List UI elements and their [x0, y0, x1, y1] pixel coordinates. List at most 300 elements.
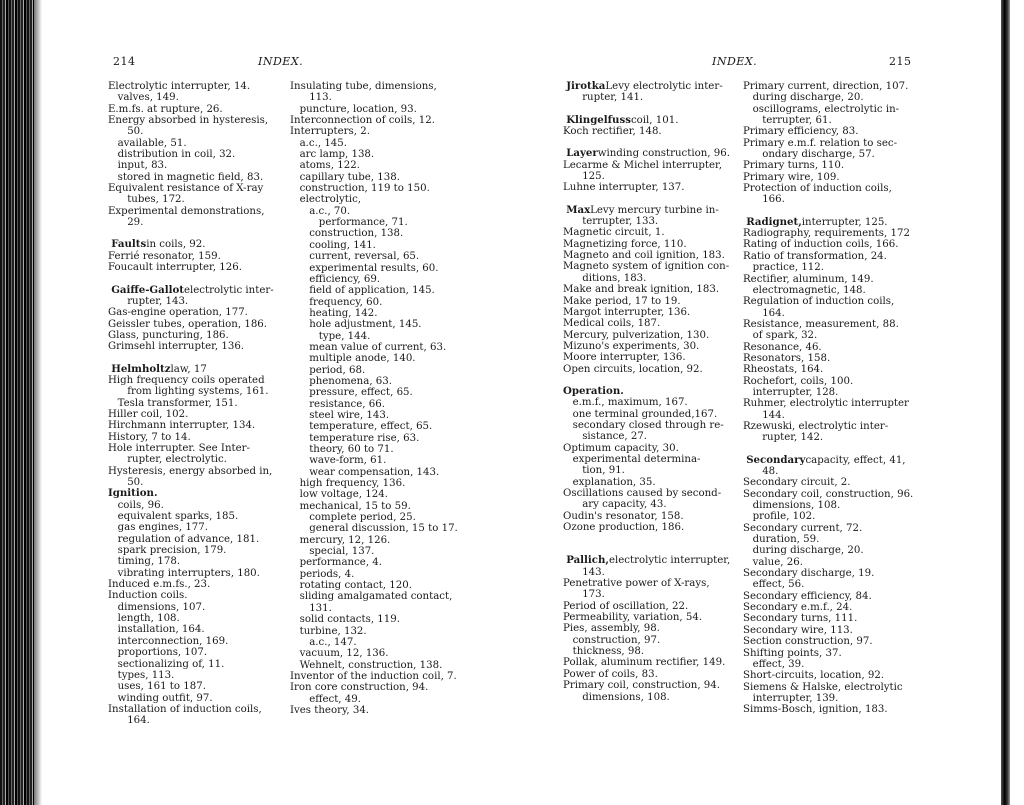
index-entry	[290, 523, 458, 534]
index-entry	[290, 478, 458, 489]
index-entry	[563, 488, 730, 499]
index-entry-text: wear compensation, 143.	[309, 466, 440, 478]
index-entry-text: available, 51.	[117, 137, 187, 149]
index-entry-text: Hysteresis, energy absorbed in,	[108, 465, 273, 477]
index-entry	[743, 398, 913, 409]
index-entry-text: a.c., 70.	[309, 205, 351, 217]
index-entry-text: Levy mercury turbine in-	[590, 204, 719, 216]
index-entry-text: interrupter, 139.	[752, 692, 839, 704]
index-entry-text: Installation of induction coils,	[108, 703, 262, 715]
index-entry	[743, 330, 913, 341]
index-entry	[108, 409, 274, 420]
index-entry-text: capillary tube, 138.	[299, 171, 400, 183]
index-entry	[743, 228, 913, 239]
index-entry-text: Geissler tubes, operation, 186.	[108, 318, 268, 330]
index-entry	[743, 239, 913, 250]
index-entry-text: Interconnection of coils, 12.	[290, 115, 435, 127]
index-entry-text: Resonators, 158.	[743, 352, 831, 364]
index-entry-text: Primary turns, 110.	[743, 160, 845, 172]
index-entry	[743, 511, 913, 522]
index-entry	[108, 217, 274, 228]
index-entry-text: experimental results, 60.	[309, 262, 439, 274]
index-entry-text: Secondary wire, 113.	[743, 624, 853, 636]
index-entry	[563, 669, 730, 680]
index-entry-text: Luhne interrupter, 137.	[563, 182, 685, 194]
index-entry	[108, 183, 274, 194]
index-entry-text: vacuum, 12, 136.	[299, 648, 389, 660]
index-entry	[290, 660, 458, 671]
index-entry	[290, 138, 458, 149]
index-entry	[290, 342, 458, 353]
index-entry	[108, 556, 274, 567]
index-entry	[290, 410, 458, 421]
index-entry-text: 50.	[127, 477, 144, 488]
index-entry	[743, 693, 913, 704]
index-entry-text: Levy electrolytic inter-	[605, 81, 723, 92]
index-entry-text: wave-form, 61.	[309, 455, 387, 467]
index-letter-lead: Klingelfuss	[566, 113, 631, 126]
index-entry	[743, 704, 913, 715]
index-entry-text: High frequency coils operated	[108, 374, 265, 386]
index-entry-text: dimensions, 108.	[752, 500, 841, 512]
right-page-heading: INDEX.	[712, 55, 758, 68]
index-entry-text: hole adjustment, 145.	[309, 319, 422, 331]
index-entry	[563, 216, 730, 227]
index-entry	[563, 352, 730, 363]
index-entry	[108, 534, 274, 545]
index-entry-text: Make period, 17 to 19.	[563, 295, 681, 307]
index-entry-text: Lecarme & Michel interrupter,	[563, 159, 723, 171]
index-entry	[743, 274, 913, 285]
index-entry-text: ondary discharge, 57.	[762, 149, 875, 161]
index-entry-text: rupter, 141.	[582, 92, 644, 104]
index-entry-text: electrolytic,	[299, 194, 362, 206]
index-entry	[290, 353, 458, 364]
index-entry	[108, 522, 274, 533]
index-entry-text: one terminal grounded,167.	[572, 408, 718, 420]
index-entry	[290, 251, 458, 262]
index-entry	[563, 250, 730, 261]
index-entry-text: 164.	[762, 307, 785, 319]
index-entry	[108, 239, 274, 250]
index-entry	[743, 432, 913, 443]
index-entry	[108, 138, 274, 149]
index-entry-text: Insulating tube, dimensions,	[290, 81, 437, 92]
index-entry	[108, 693, 274, 704]
index-entry-text: Interrupters, 2.	[290, 126, 370, 138]
index-letter-lead: Operation.	[563, 384, 624, 397]
index-entry	[108, 432, 274, 443]
index-entry-text: periods, 4.	[299, 568, 355, 580]
index-letter-lead: Helmholtz	[111, 362, 171, 375]
index-entry-text: e.m.f., maximum, 167.	[572, 397, 688, 409]
index-entry-text: terrupter, 133.	[582, 216, 659, 228]
index-entry	[290, 206, 458, 217]
index-entry-text: stored in magnetic field, 83.	[117, 171, 264, 183]
index-entry-text: electrolytic interrupter,	[608, 555, 731, 567]
index-entry-text: ary capacity, 43.	[582, 499, 667, 511]
index-entry	[290, 126, 458, 137]
index-entry-text: Foucault interrupter, 126.	[108, 262, 242, 274]
index-entry	[743, 183, 913, 194]
index-entry	[108, 500, 274, 511]
index-entry	[290, 591, 458, 602]
index-entry	[563, 81, 730, 92]
index-entry-text: value, 26.	[752, 556, 803, 568]
index-entry-text: Protection of induction coils,	[743, 183, 892, 195]
index-entry-text: oscillograms, electrolytic in-	[752, 103, 900, 115]
index-entry	[563, 330, 730, 341]
index-entry-text: period, 68.	[309, 364, 366, 376]
index-entry-text: 131.	[309, 602, 332, 614]
index-entry-text: sliding amalgamated contact,	[299, 591, 453, 603]
index-entry-text: Secondary turns, 111.	[743, 613, 858, 625]
index-entry	[290, 694, 458, 705]
index-entry-text: of spark, 32.	[752, 330, 818, 342]
index-entry	[743, 659, 913, 670]
index-entry-text: sistance, 27.	[582, 431, 648, 443]
index-entry	[563, 239, 730, 250]
index-entry-text: electrolytic inter-	[183, 284, 274, 296]
index-entry	[290, 115, 458, 126]
index-entry-text: construction, 119 to 150.	[299, 183, 430, 195]
index-entry	[563, 567, 730, 578]
index-entry-text: duration, 59.	[752, 534, 820, 546]
index-entry-text: distribution in coil, 32.	[117, 149, 236, 161]
index-entry	[108, 670, 274, 681]
index-entry	[108, 647, 274, 658]
index-entry-text: special, 137.	[309, 546, 375, 558]
index-entry-text: 125.	[582, 171, 605, 183]
index-entry-text: capacity, effect, 41,	[805, 454, 906, 466]
index-entry	[563, 273, 730, 284]
index-entry-text: Equivalent resistance of X-ray	[108, 183, 264, 195]
index-entry	[563, 182, 730, 193]
index-entry-text: Regulation of induction coils,	[743, 296, 895, 308]
index-entry-text: law, 17	[170, 363, 207, 375]
index-entry-text: Medical coils, 187.	[563, 318, 661, 330]
index-entry-text: Ratio of transformation, 24.	[743, 250, 887, 262]
index-entry-text: sectionalizing of, 11.	[117, 658, 225, 670]
index-letter-lead: Max	[566, 203, 591, 216]
index-entry-text: History, 7 to 14.	[108, 431, 191, 443]
index-entry	[290, 240, 458, 251]
index-entry-text: equivalent sparks, 185.	[117, 511, 239, 523]
index-entry-text: Moore interrupter, 136.	[563, 352, 686, 364]
index-entry-text: interconnection, 169.	[117, 635, 229, 647]
index-entry-text: mechanical, 15 to 59.	[299, 500, 411, 512]
index-entry	[290, 92, 458, 103]
index-entry	[743, 410, 913, 421]
index-entry	[743, 342, 913, 353]
index-entry-text: Siemens & Halske, electrolytic	[743, 681, 903, 693]
index-entry-text: Short-circuits, location, 92.	[743, 670, 885, 682]
index-entry	[743, 591, 913, 602]
index-entry-text: Rating of induction coils, 166.	[743, 239, 899, 251]
index-entry	[108, 296, 274, 307]
index-entry	[743, 308, 913, 319]
index-entry	[108, 681, 274, 692]
index-entry	[563, 420, 730, 431]
index-entry	[108, 330, 274, 341]
index-entry	[743, 466, 913, 477]
index-entry-text: proportions, 107.	[117, 647, 208, 659]
index-entry	[563, 284, 730, 295]
index-entry-text: coil, 101.	[630, 114, 679, 126]
index-entry-text: high frequency, 136.	[299, 478, 406, 490]
index-entry-text: Rochefort, coils, 100.	[743, 375, 854, 387]
index-entry-text: 144.	[762, 409, 785, 421]
index-entry	[743, 568, 913, 579]
index-entry	[108, 92, 274, 103]
index-entry	[563, 589, 730, 600]
index-entry	[563, 692, 730, 703]
index-entry-text: Magneto and coil ignition, 183.	[563, 250, 725, 262]
index-entry-text: Primary coil, construction, 94.	[563, 680, 720, 692]
index-entry	[743, 477, 913, 488]
index-entry	[108, 602, 274, 613]
index-entry-text: gas engines, 177.	[117, 522, 209, 534]
index-entry-text: Primary wire, 109.	[743, 171, 840, 183]
index-entry-text: Hiller coil, 102.	[108, 408, 189, 420]
index-entry	[563, 601, 730, 612]
index-entry	[563, 160, 730, 171]
index-entry-text: puncture, location, 93.	[299, 103, 417, 115]
index-entry	[563, 477, 730, 488]
index-entry	[290, 455, 458, 466]
index-entry	[108, 636, 274, 647]
index-entry	[290, 331, 458, 342]
index-entry-text: rotating contact, 120.	[299, 580, 412, 592]
index-entry-text: frequency, 60.	[309, 296, 383, 308]
index-entry	[743, 194, 913, 205]
index-entry	[290, 626, 458, 637]
index-entry-text: current, reversal, 65.	[309, 251, 420, 263]
index-entry	[743, 104, 913, 115]
index-entry-text: Energy absorbed in hysteresis,	[108, 115, 269, 127]
index-entry	[108, 364, 274, 375]
index-entry	[743, 500, 913, 511]
index-entry-text: Secondary e.m.f., 24.	[743, 602, 853, 614]
index-entry-text: Secondary circuit, 2.	[743, 477, 851, 489]
index-entry-text: phenomena, 63.	[309, 375, 392, 387]
index-column-1	[108, 81, 274, 727]
index-entry	[290, 399, 458, 410]
index-entry	[290, 467, 458, 478]
index-entry-text: interrupter, 128.	[752, 386, 839, 398]
index-entry-text: Pies, assembly, 98.	[563, 623, 660, 635]
index-entry	[563, 612, 730, 623]
index-entry	[743, 364, 913, 375]
index-entry	[743, 387, 913, 398]
index-entry	[563, 126, 730, 137]
index-entry-text: Mercury, pulverization, 130.	[563, 329, 710, 341]
index-entry	[743, 557, 913, 568]
index-entry	[563, 635, 730, 646]
index-entry	[563, 680, 730, 691]
index-entry	[743, 296, 913, 307]
index-entry	[563, 227, 730, 238]
index-entry-text: complete period, 25.	[309, 512, 416, 524]
index-entry-text: Secondary current, 72.	[743, 522, 863, 534]
index-entry	[743, 251, 913, 262]
index-entry-text: Rzewuski, electrolytic inter-	[743, 420, 889, 432]
index-entry-text: timing, 178.	[117, 556, 181, 568]
index-entry-text: effect, 49.	[309, 693, 361, 705]
left-page-number: 214	[113, 55, 136, 68]
index-entry	[108, 590, 274, 601]
index-entry	[290, 81, 458, 92]
index-entry	[743, 149, 913, 160]
index-entry-text: Primary e.m.f. relation to sec-	[743, 137, 898, 149]
index-entry	[743, 115, 913, 126]
index-entry-text: theory, 60 to 71.	[309, 444, 394, 455]
index-entry	[290, 376, 458, 387]
index-entry	[290, 217, 458, 228]
index-entry-text: Oscillations caused by second-	[563, 488, 722, 499]
index-entry-text: terrupter, 61.	[762, 115, 832, 127]
index-letter-lead: Faults	[111, 238, 147, 251]
index-entry-text: rupter, 142.	[762, 432, 824, 444]
index-letter-lead: Layer	[566, 147, 598, 160]
index-entry-text: electromagnetic, 148.	[752, 284, 866, 296]
index-entry	[108, 160, 274, 171]
index-entry-text: Resonance, 46.	[743, 341, 822, 353]
index-entry	[108, 319, 274, 330]
index-entry	[563, 646, 730, 657]
index-entry-text: vibrating interrupters, 180.	[117, 567, 260, 579]
index-entry	[563, 522, 730, 533]
index-entry	[563, 364, 730, 375]
index-entry	[290, 637, 458, 648]
index-entry	[108, 613, 274, 624]
index-entry	[290, 228, 458, 239]
index-entry	[563, 443, 730, 454]
index-entry-text: Margot interrupter, 136.	[563, 306, 691, 318]
index-entry-text: Magnetizing force, 110.	[563, 238, 687, 250]
index-entry	[108, 624, 274, 635]
index-entry-text: Hole interrupter. See Inter-	[108, 442, 250, 454]
index-entry-text: temperature rise, 63.	[309, 432, 420, 444]
index-entry-text: Glass, puncturing, 186.	[108, 329, 229, 341]
index-entry-text: Primary current, direction, 107.	[743, 81, 909, 92]
index-entry-text: Pollak, aluminum rectifier, 149.	[563, 657, 726, 669]
index-entry	[108, 251, 274, 262]
index-entry	[563, 454, 730, 465]
index-entry-text: effect, 56.	[752, 579, 805, 591]
index-entry	[743, 579, 913, 590]
index-entry	[743, 92, 913, 103]
index-entry	[743, 353, 913, 364]
index-entry-text: Koch rectifier, 148.	[563, 126, 662, 138]
index-entry-text: during discharge, 20.	[752, 92, 864, 104]
index-entry	[290, 104, 458, 115]
index-entry-text: profile, 102.	[752, 511, 816, 523]
index-entry-text: 50.	[127, 126, 144, 138]
index-entry	[290, 671, 458, 682]
index-entry	[108, 307, 274, 318]
index-entry	[290, 705, 458, 716]
index-entry-text: practice, 112.	[752, 262, 825, 274]
index-entry	[290, 535, 458, 546]
index-entry	[290, 569, 458, 580]
index-entry	[108, 81, 274, 92]
index-letter-lead: Gaiffe-Gallot	[111, 283, 184, 296]
index-entry-text: general discussion, 15 to 17.	[309, 523, 458, 535]
index-entry-text: in coils, 92.	[146, 239, 206, 251]
index-entry-text: 29.	[127, 217, 144, 229]
index-entry	[290, 319, 458, 330]
index-entry	[290, 648, 458, 659]
index-entry-text: Make and break ignition, 183.	[563, 284, 720, 296]
index-entry-text: Ruhmer, electrolytic interrupter	[743, 398, 909, 410]
index-entry-text: Tesla transformer, 151.	[117, 397, 238, 409]
index-entry	[743, 534, 913, 545]
index-entry	[743, 376, 913, 387]
index-entry-text: during discharge, 20.	[752, 545, 864, 557]
book-spine-edge-left	[0, 0, 34, 805]
index-entry-text: Wehnelt, construction, 138.	[299, 659, 443, 671]
index-entry-text: Power of coils, 83.	[563, 668, 658, 680]
index-entry	[563, 318, 730, 329]
index-entry	[743, 160, 913, 171]
index-entry-text: a.c., 145.	[299, 137, 348, 149]
index-entry-text: atoms, 122.	[299, 160, 360, 172]
index-entry	[743, 217, 913, 228]
index-entry-text: construction, 97.	[572, 634, 661, 646]
index-entry-text: Grimsehl interrupter, 136.	[108, 341, 245, 353]
index-entry-text: Induced e.m.fs., 23.	[108, 579, 211, 591]
index-entry-text: arc lamp, 138.	[299, 149, 375, 161]
index-entry-text: Electrolytic interrupter, 14.	[108, 81, 251, 92]
index-entry	[290, 149, 458, 160]
index-entry-text: Magneto system of ignition con-	[563, 261, 730, 273]
index-entry	[743, 636, 913, 647]
index-entry	[743, 625, 913, 636]
index-entry	[108, 115, 274, 126]
index-entry	[108, 704, 274, 715]
index-entry	[563, 499, 730, 510]
index-entry-text: 166.	[762, 194, 785, 206]
index-letter-lead: Pallich,	[566, 554, 609, 567]
index-entry	[563, 431, 730, 442]
index-entry-text: tion, 91.	[582, 465, 625, 477]
index-entry-text: Inventor of the induction coil, 7.	[290, 670, 457, 682]
index-entry-text: 113.	[309, 92, 332, 104]
index-entry	[563, 261, 730, 272]
index-entry	[290, 580, 458, 591]
index-column-4	[743, 81, 913, 716]
index-entry-text: winding outfit, 97.	[117, 692, 213, 704]
index-entry-text: Experimental demonstrations,	[108, 205, 265, 217]
index-entry-text: E.m.fs. at rupture, 26.	[108, 103, 223, 115]
index-entry-text: interrupter, 125.	[801, 216, 888, 228]
index-entry-text: solid contacts, 119.	[299, 614, 400, 626]
index-entry-text: Section construction, 97.	[743, 636, 873, 648]
index-entry	[290, 387, 458, 398]
index-entry	[290, 263, 458, 274]
index-entry	[563, 205, 730, 216]
index-entry-text: Simms-Bosch, ignition, 183.	[743, 704, 888, 716]
index-entry	[108, 194, 274, 205]
index-entry-text: construction, 138.	[309, 228, 404, 240]
index-entry-text: spark precision, 179.	[117, 545, 227, 557]
index-entry-text: performance, 71.	[318, 217, 408, 229]
index-entry	[743, 682, 913, 693]
index-letter-lead: Ignition.	[108, 487, 158, 500]
index-entry	[563, 296, 730, 307]
index-entry-text: Secondary coil, construction, 96.	[743, 488, 914, 500]
